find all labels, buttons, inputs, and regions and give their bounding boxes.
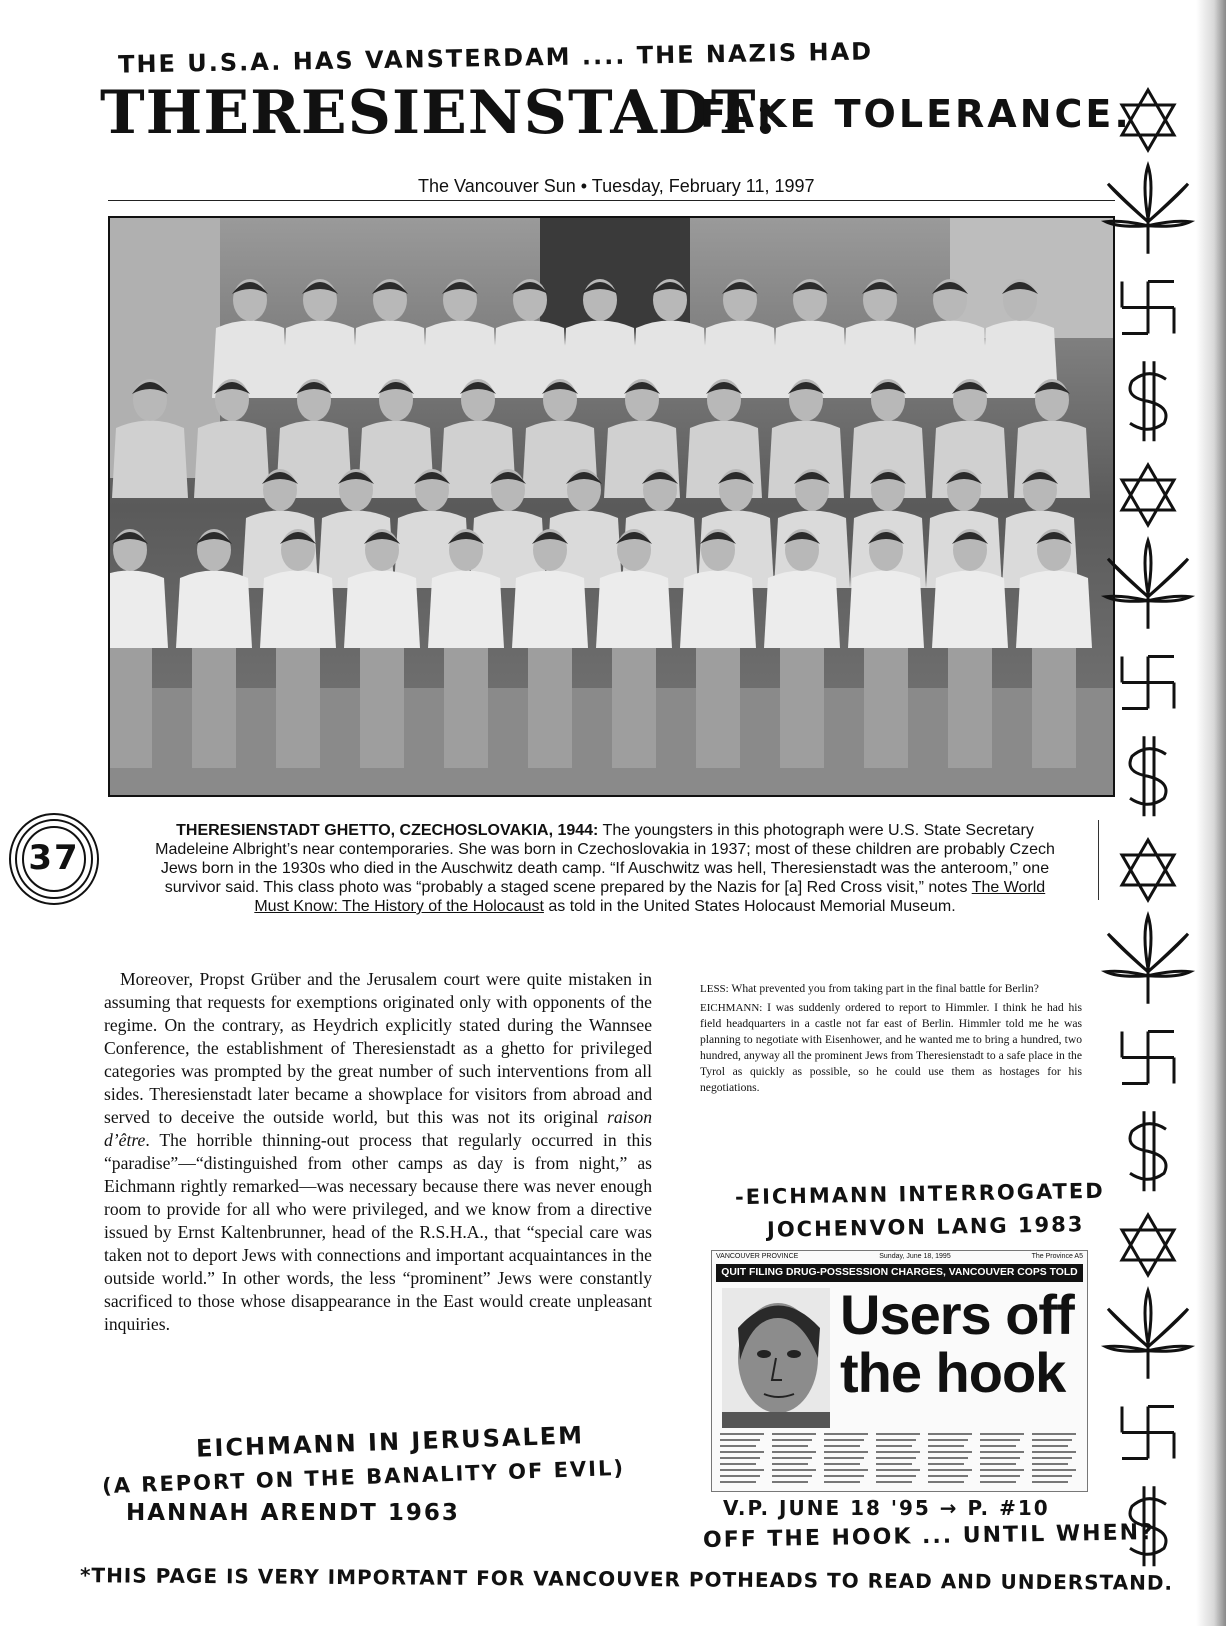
excerpt-text-end: . The horrible thinning-out process that regularly occurred in this “paradise”—“distinguished from other camps as day is from night,” as Eichmann rightly remarked—was necessary because there was never enough room to provide for all who were privileged, and we know from a directive issued by Ernst Kaltenbrunner, head of the R.S.H.A., that “special care was taken not to deport Jews with connections and important acquaintances in the outside world.” In other words, the less “prominent” Jews were constantly sacrificed to those whose disappearance in the East would create unpleasant inquiries. bbox=[104, 1130, 652, 1334]
clipping-text-line bbox=[1032, 1475, 1072, 1477]
star-of-david-icon bbox=[1122, 465, 1174, 525]
cannabis-leaf-icon bbox=[1106, 166, 1190, 254]
excerpt-italic: raison d’être bbox=[104, 1107, 652, 1150]
clipping-text-line bbox=[1032, 1439, 1072, 1441]
swastika-icon bbox=[1122, 282, 1174, 334]
clipping-masthead-left: VANCOUVER PROVINCE bbox=[716, 1253, 799, 1260]
clipping-text-line bbox=[928, 1481, 964, 1483]
clipping-text-line bbox=[772, 1445, 808, 1447]
clipping-text-line bbox=[1032, 1463, 1068, 1465]
margin-doodles bbox=[1100, 80, 1200, 1620]
clipping-text-line bbox=[720, 1457, 760, 1459]
handwritten-arendt-author: HANNAH ARENDT 1963 bbox=[126, 1500, 460, 1526]
child-figure bbox=[562, 321, 638, 399]
child-legs bbox=[192, 648, 236, 768]
child-figure bbox=[110, 571, 168, 649]
cannabis-leaf-icon bbox=[1106, 1291, 1190, 1379]
excerpt-text: Moreover, Propst Grüber and the Jerusalem court were quite mistaken in assuming that requests for exemptions originated only with opponents of the regime. On the contrary, as Heydrich explicitly stated during the Wannsee Conference, the establishment of Theresienstadt as a ghetto for privileged categories was prompted by the great number of such interventions from all sides. Theresienstadt later became a showplace for visitors from abroad and served to deceive the outside world, but this was not its original bbox=[104, 969, 652, 1127]
child-figure bbox=[932, 571, 1008, 649]
clipping-masthead-mid: Sunday, June 18, 1995 bbox=[879, 1253, 951, 1260]
child-figure bbox=[428, 571, 504, 649]
child-legs bbox=[864, 648, 908, 768]
child-figure bbox=[596, 571, 672, 649]
margin-mark bbox=[1098, 820, 1099, 900]
question-text: What prevented you from taking part in the final battle for Berlin? bbox=[728, 982, 1039, 995]
dateline-rule bbox=[108, 200, 1115, 201]
handwritten-vp-note: V.P. JUNE 18 '95 → P. #10 bbox=[723, 1496, 1050, 1520]
clipping-text-line bbox=[772, 1439, 812, 1441]
child-legs bbox=[276, 648, 320, 768]
clipping-text-line bbox=[928, 1439, 968, 1441]
caption-book-title: The World Must Know: The History of the Holocaust bbox=[254, 879, 1046, 915]
clipping-masthead bbox=[716, 1253, 1083, 1260]
child-figure bbox=[512, 571, 588, 649]
star-of-david-icon bbox=[1122, 840, 1174, 900]
child-figure bbox=[344, 571, 420, 649]
clipping-text-line bbox=[1032, 1451, 1076, 1453]
child-legs bbox=[948, 648, 992, 768]
newspaper-dateline: The Vancouver Sun • Tuesday, February 11, 1997 bbox=[418, 176, 815, 196]
clipping-headline-line-1: Users off bbox=[840, 1283, 1074, 1346]
swastika-icon bbox=[1122, 657, 1174, 709]
clipping-text-line bbox=[772, 1433, 816, 1435]
clipping-text-line bbox=[720, 1469, 764, 1471]
clipping-text-line bbox=[876, 1481, 912, 1483]
child-legs bbox=[696, 648, 740, 768]
dollar-sign-icon bbox=[1130, 1486, 1166, 1566]
clipping-text-line bbox=[928, 1457, 968, 1459]
newspaper-clipping bbox=[711, 1250, 1088, 1492]
child-legs bbox=[528, 648, 572, 768]
clipping-text-line bbox=[720, 1451, 764, 1453]
class-photograph bbox=[108, 216, 1115, 797]
clipping-text-line bbox=[928, 1475, 968, 1477]
dollar-sign-icon bbox=[1130, 736, 1166, 816]
dollar-sign-icon bbox=[1130, 361, 1166, 441]
photo-caption bbox=[150, 821, 1060, 916]
child-figure bbox=[194, 421, 270, 499]
clipping-masthead-right: The Province A5 bbox=[1031, 1253, 1083, 1260]
handwritten-arendt-subtitle: (A REPORT ON THE BANALITY OF EVIL) bbox=[101, 1455, 626, 1499]
handwritten-source-line-1: -EICHMANN INTERROGATED bbox=[734, 1178, 1105, 1210]
clipping-text-line bbox=[876, 1457, 916, 1459]
clipping-text-line bbox=[824, 1451, 868, 1453]
child-figure bbox=[260, 571, 336, 649]
clipping-text-line bbox=[1032, 1433, 1076, 1435]
clipping-text-line bbox=[1032, 1457, 1072, 1459]
clipping-text-line bbox=[980, 1469, 1024, 1471]
child-figure bbox=[176, 571, 252, 649]
clipping-text-line bbox=[1032, 1445, 1068, 1447]
clipping-text-line bbox=[876, 1445, 912, 1447]
clipping-text-line bbox=[824, 1475, 864, 1477]
clipping-text-line bbox=[720, 1445, 756, 1447]
clipping-text-line bbox=[980, 1475, 1020, 1477]
clipping-text-line bbox=[720, 1433, 764, 1435]
clipping-text-line bbox=[876, 1463, 912, 1465]
child-figure bbox=[764, 571, 840, 649]
page-edge-shadow bbox=[1196, 0, 1226, 1626]
clipping-headline-line-2: the hook bbox=[840, 1341, 1066, 1404]
clipping-text-line bbox=[928, 1445, 964, 1447]
clipping-text-line bbox=[772, 1457, 812, 1459]
child-legs bbox=[360, 648, 404, 768]
handwritten-subtitle: FAKE TOLERANCE. bbox=[700, 92, 1132, 136]
clipping-text-line bbox=[980, 1439, 1020, 1441]
handwritten-bottom-note: *THIS PAGE IS VERY IMPORTANT FOR VANCOUVER POTHEADS TO READ AND UNDERSTAND. bbox=[79, 1563, 1174, 1595]
swastika-icon bbox=[1122, 1407, 1174, 1459]
handwritten-off-hook-note: OFF THE HOOK ... UNTIL WHEN? bbox=[702, 1520, 1155, 1553]
dollar-sign-icon bbox=[1130, 1111, 1166, 1191]
answer-text: I was suddenly ordered to report to Himmler. I think he had his field headquarters in a castle not far east of Berlin. Himmler told me he was planning to negotiate with Eisenhower, and he wanted me to bring a hundred, two hundred, anyway all the prominent Jews from Theresienstadt to a safe place in the Tyrol as quickly as possible, so he could use them as hostages for his negotiations. bbox=[700, 1001, 1082, 1094]
swastika-icon bbox=[1122, 1032, 1174, 1084]
clipping-text-line bbox=[772, 1469, 816, 1471]
clipping-text-line bbox=[772, 1463, 808, 1465]
child-legs bbox=[110, 648, 152, 768]
clipping-text-line bbox=[720, 1463, 756, 1465]
clipping-text-line bbox=[980, 1433, 1024, 1435]
clipping-text-line bbox=[824, 1469, 868, 1471]
child-legs bbox=[1032, 648, 1076, 768]
clipping-text-line bbox=[980, 1481, 1016, 1483]
child-legs bbox=[444, 648, 488, 768]
book-excerpt bbox=[104, 968, 652, 1336]
clipping-text-line bbox=[876, 1439, 916, 1441]
clipping-portrait bbox=[722, 1288, 830, 1428]
handwritten-title: THERESIENSTADT: bbox=[100, 78, 778, 148]
clipping-text-line bbox=[824, 1463, 860, 1465]
clipping-text-line bbox=[1032, 1481, 1068, 1483]
handwritten-arendt-title: EICHMANN IN JERUSALEM bbox=[195, 1421, 585, 1463]
answer-speaker: EICHMANN: bbox=[700, 1002, 763, 1014]
caption-text-end: as told in the United States Holocaust Memorial Museum. bbox=[543, 898, 956, 915]
clipping-text-line bbox=[720, 1481, 756, 1483]
clipping-text-line bbox=[824, 1433, 868, 1435]
clipping-text-line bbox=[980, 1457, 1020, 1459]
clipping-text-line bbox=[876, 1475, 916, 1477]
clipping-text-line bbox=[928, 1469, 972, 1471]
child-figure bbox=[112, 421, 188, 499]
handwritten-top-line: THE U.S.A. HAS VANSTERDAM .... THE NAZIS HAD bbox=[117, 37, 874, 79]
clipping-text-line bbox=[928, 1451, 972, 1453]
clipping-text-line bbox=[772, 1451, 816, 1453]
caption-text: The youngsters in this photograph were U.S. State Secretary Madeleine Albright’s near contemporaries. She was born in Czechoslovakia in 1937; most of these children are probably Czech Jews born in the 1930s who died in the Auschwitz death camp. “If Auschwitz was hell, Theresienstadt was the anteroom,” one survivor said. This class photo was “probably a staged scene prepared by the Nazis for [a] Red Cross visit,” notes bbox=[155, 822, 1055, 896]
child-figure bbox=[1016, 571, 1092, 649]
cannabis-leaf-icon bbox=[1106, 916, 1190, 1004]
child-legs bbox=[780, 648, 824, 768]
clipping-text-line bbox=[824, 1457, 864, 1459]
question-speaker: LESS: bbox=[700, 983, 729, 995]
clipping-text-line bbox=[980, 1445, 1016, 1447]
child-figure bbox=[680, 571, 756, 649]
clipping-text-line bbox=[720, 1439, 760, 1441]
clipping-text-line bbox=[980, 1463, 1016, 1465]
clipping-text-line bbox=[824, 1481, 860, 1483]
clipping-banner: QUIT FILING DRUG-POSSESSION CHARGES, VANCOUVER COPS TOLD bbox=[716, 1264, 1083, 1282]
clipping-text-line bbox=[1032, 1469, 1076, 1471]
cannabis-leaf-icon bbox=[1106, 541, 1190, 629]
child-figure bbox=[848, 571, 924, 649]
clipping-text-line bbox=[876, 1469, 920, 1471]
interview-excerpt bbox=[700, 981, 1082, 1099]
clipping-text-line bbox=[824, 1445, 860, 1447]
star-of-david-icon bbox=[1122, 90, 1174, 150]
clipping-text-line bbox=[720, 1475, 760, 1477]
clipping-text-line bbox=[928, 1463, 964, 1465]
clipping-text-line bbox=[824, 1439, 864, 1441]
photo-graphic bbox=[110, 218, 1113, 795]
clipping-text-line bbox=[928, 1433, 972, 1435]
clipping-text-line bbox=[980, 1451, 1024, 1453]
handwritten-source-line-2: JOCHENVON LANG 1983 bbox=[766, 1212, 1085, 1242]
page-number: 37 bbox=[28, 838, 80, 878]
star-of-david-icon bbox=[1122, 1215, 1174, 1275]
clipping-text-line bbox=[876, 1433, 920, 1435]
clipping-text-line bbox=[772, 1481, 808, 1483]
caption-lead: THERESIENSTADT GHETTO, CZECHOSLOVAKIA, 1944: bbox=[176, 822, 599, 839]
child-legs bbox=[612, 648, 656, 768]
clipping-text-line bbox=[772, 1475, 812, 1477]
clipping-article-columns bbox=[718, 1431, 1081, 1487]
clipping-text-line bbox=[876, 1451, 920, 1453]
